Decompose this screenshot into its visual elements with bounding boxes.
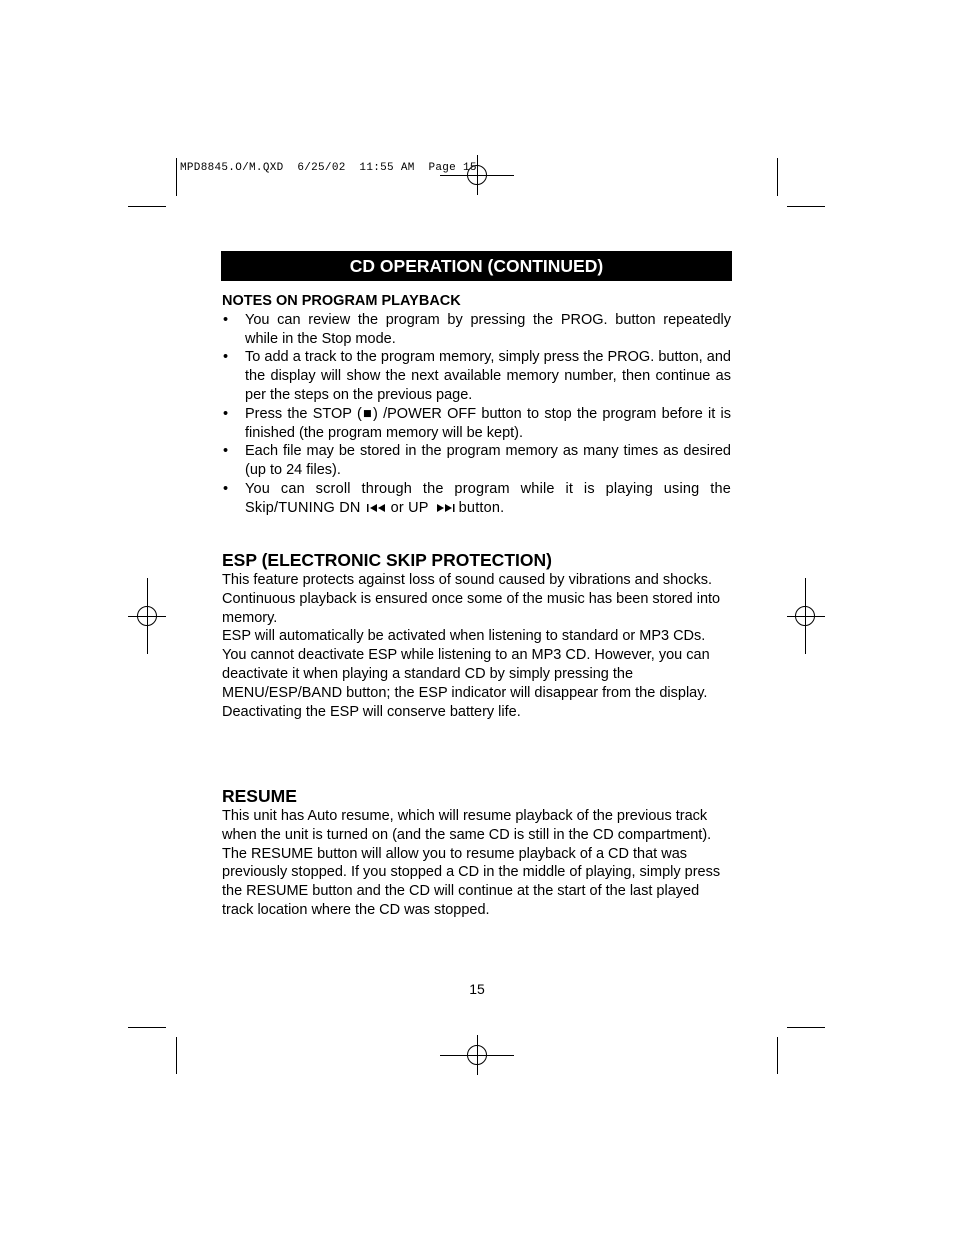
esp-heading: ESP (ELECTRONIC SKIP PROTECTION) — [222, 550, 552, 570]
notes-heading: NOTES ON PROGRAM PLAYBACK — [222, 293, 461, 309]
esp-paragraph-2: ESP will automatically be activated when listening to standard or MP3 CDs. You cannot deactivate ESP while listening to an MP3 CD. However, you can deactivate it when playing a standard CD by simply pressing the MENU/ESP/BAND button; the ESP indicator will disappear from the display. Deactivating the ESP will conserve battery life. — [222, 628, 710, 720]
notes-list — [222, 311, 731, 518]
esp-paragraph-1: This feature protects against loss of sound caused by vibrations and shocks. Continuous playback is ensured once some of the music has been stored into memory. — [222, 572, 721, 626]
list-item: • Press the STOP (■) /POWER OFF button to stop the program before it is finished (the program memory will be kept). — [222, 405, 731, 443]
page-number: 15 — [469, 981, 485, 997]
print-slug: MPD8845.O/M.QXD 6/25/02 11:55 AM Page 15 — [180, 162, 477, 174]
resume-paragraph-2: The RESUME button will allow you to resume playback of a CD that was previously stopped. If you stopped a CD in the middle of playing, simply press the RESUME button and the CD will continue at the start of the last played track location where the CD was stopped. — [222, 845, 721, 918]
notes-section — [222, 292, 731, 518]
list-item: • You can review the program by pressing the PROG. button repeatedly while in the Stop mode. — [222, 311, 731, 349]
section-banner: CD OPERATION (CONTINUED) — [221, 251, 732, 281]
list-item: • To add a track to the program memory, simply press the PROG. button, and the display will show the next available memory number, then continue as per the steps on the previous page. — [222, 348, 731, 404]
esp-section — [222, 549, 731, 721]
stop-symbol-icon: ■ — [361, 405, 373, 422]
skip-back-icon — [367, 503, 387, 513]
resume-section — [222, 785, 731, 920]
list-item: • You can scroll through the program while it is playing using the Skip/TUNING DN or UP button. — [222, 480, 731, 518]
resume-heading: RESUME — [222, 786, 297, 806]
skip-forward-icon — [435, 503, 455, 513]
list-item: • Each file may be stored in the program memory as many times as desired (up to 24 files). — [222, 442, 731, 480]
resume-paragraph-1: This unit has Auto resume, which will resume playback of the previous track when the unit is turned on (and the same CD is still in the CD compartment). — [222, 808, 712, 843]
